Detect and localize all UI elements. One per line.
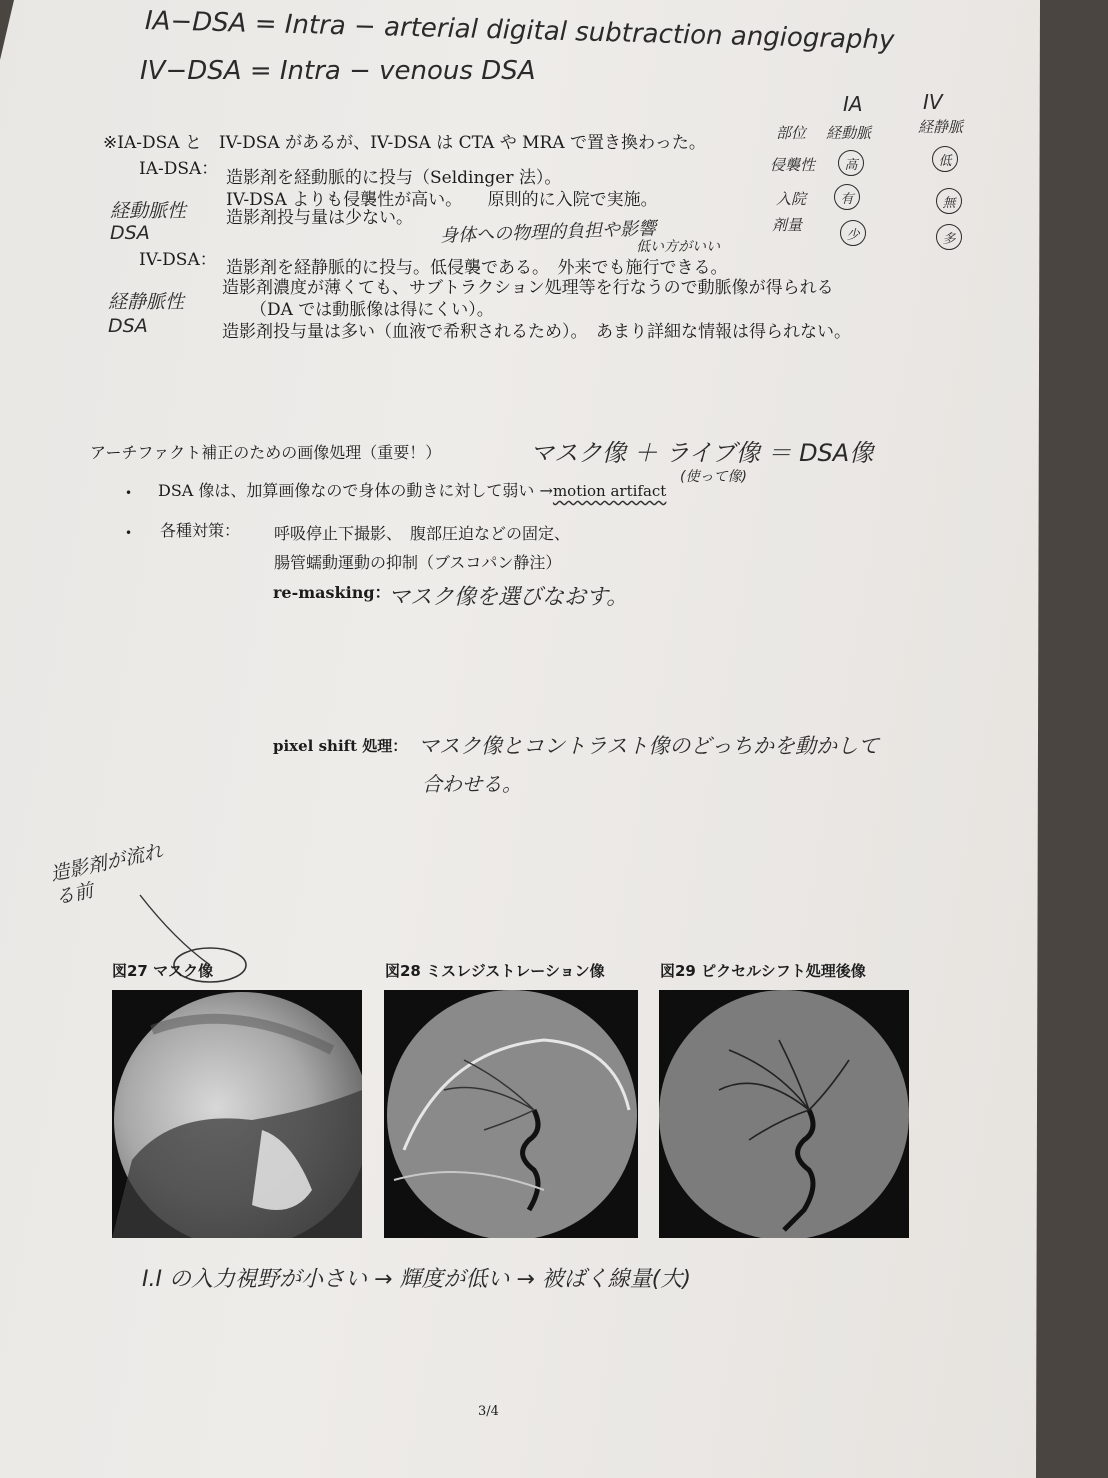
motion-artifact-term: motion artifact: [552, 482, 667, 500]
cell-ia-dose: 少: [840, 220, 866, 246]
remasking-head: re-masking：: [273, 583, 391, 602]
figure-27-caption: [112, 960, 213, 981]
figure-27-mask-image: [112, 990, 362, 1238]
figure-handwritten-note: 造影剤が流れる前: [48, 840, 165, 909]
iv-dsa-line-1: 造影剤を経静脈的に投与。低侵襲である。 外来でも施行できる。: [226, 258, 728, 278]
figure-29-caption: [660, 960, 866, 981]
row-label-dose: 剤量: [772, 216, 803, 234]
row-label-site: 部位: [776, 124, 807, 142]
figure-29-number: 図29: [660, 962, 696, 980]
ia-dsa-head: IA-DSA：: [139, 159, 219, 179]
iv-dsa-head: IV-DSA：: [139, 250, 217, 270]
handwritten-note-ia-dsa: IA−DSA = Intra − arterial digital subtraction angiography: [144, 6, 895, 56]
ia-dsa-line-1: 造影剤を経動脈的に投与（Seldinger 法）。: [226, 168, 562, 188]
figure-28-caption: [385, 960, 605, 981]
figure-28-misregistration-image: [384, 990, 638, 1238]
handwritten-note-iv-dsa: IV−DSA = Intra − venous DSA: [140, 56, 536, 86]
cell-ia-site: 経動脈: [826, 124, 872, 142]
iv-dsa-side-note: 経静脈性DSA: [108, 291, 185, 337]
remasking-note: マスク像を選びなおす。: [388, 585, 629, 610]
ia-dsa-under-note: 身体への物理的負担や影響: [439, 218, 657, 247]
bullet-1-text: [158, 481, 666, 501]
figure-27-number: 図27: [112, 962, 148, 980]
cell-iv-admission: 無: [936, 188, 962, 214]
figure-29-pixel-shift-image: [659, 990, 909, 1238]
bullet-dot-2: •: [125, 526, 133, 540]
cell-iv-invasiveness: 低: [932, 146, 958, 172]
bullet-2-line-2: 腸管蠕動運動の抑制（ブスコパン静注）: [274, 553, 562, 572]
row-label-invasiveness: 侵襲性: [770, 156, 816, 174]
ia-dsa-side-note: 経動脈性DSA: [110, 200, 187, 244]
pixel-shift-head: pixel shift 処理：: [273, 737, 408, 755]
ia-dsa-under-note-2: 低い方がいい: [636, 239, 720, 255]
figure-29-label: ピクセルシフト処理後像: [701, 962, 866, 980]
pixel-shift-note-1: マスク像とコントラスト像のどっちかを動かして: [418, 734, 879, 758]
figure-27-label: マスク像: [153, 962, 214, 980]
bottom-handwritten-note: I.I の入力視野が小さい → 輝度が低い → 被ばく線量(大): [142, 1267, 691, 1292]
artifact-formula: マスク像 ＋ ライブ像 ＝ DSA像: [530, 439, 874, 467]
col-header-iv: IV: [923, 90, 943, 114]
bullet-1-body: DSA 像は、加算画像なので身体の動きに対して弱い →: [158, 481, 553, 500]
figure-28-number: 図28: [385, 962, 421, 980]
figure-28-label: ミスレジストレーション像: [426, 962, 605, 980]
iv-dsa-line-4: 造影剤投与量は多い（血液で希釈されるため）。 あまり詳細な情報は得られない。: [222, 322, 851, 342]
iv-dsa-line-2: 造影剤濃度が薄くても、サブトラクション処理等を行なうので動脈像が得られる: [222, 278, 834, 298]
col-header-ia: IA: [843, 92, 863, 116]
artifact-heading: アーチファクト補正のための画像処理（重要！）: [90, 443, 442, 462]
row-label-admission: 入院: [776, 190, 807, 208]
page-number: 3/4: [478, 1404, 499, 1419]
intro-text: ※IA-DSA と IV-DSA があるが、IV-DSA は CTA や MRA で置き換わった。: [103, 133, 706, 153]
iv-dsa-line-3: （DA では動脈像は得にくい）。: [250, 300, 494, 320]
ia-dsa-line-3: 造影剤投与量は少ない。: [226, 208, 413, 228]
artifact-formula-note: (使って像): [680, 469, 747, 485]
pixel-shift-note-2: 合わせる。: [422, 772, 522, 796]
cell-ia-admission: 有: [834, 184, 860, 210]
cell-iv-dose: 多: [936, 224, 962, 250]
bullet-2-line-1: 呼吸停止下撮影、 腹部圧迫などの固定、: [274, 524, 571, 543]
ia-dsa-line-2: IV-DSA よりも侵襲性が高い。 原則的に入院で実施。: [226, 190, 658, 210]
bullet-2-head: 各種対策：: [160, 521, 241, 540]
cell-iv-site: 経静脈: [918, 118, 964, 136]
cell-ia-invasiveness: 高: [838, 150, 864, 176]
bullet-dot-1: •: [125, 486, 133, 500]
